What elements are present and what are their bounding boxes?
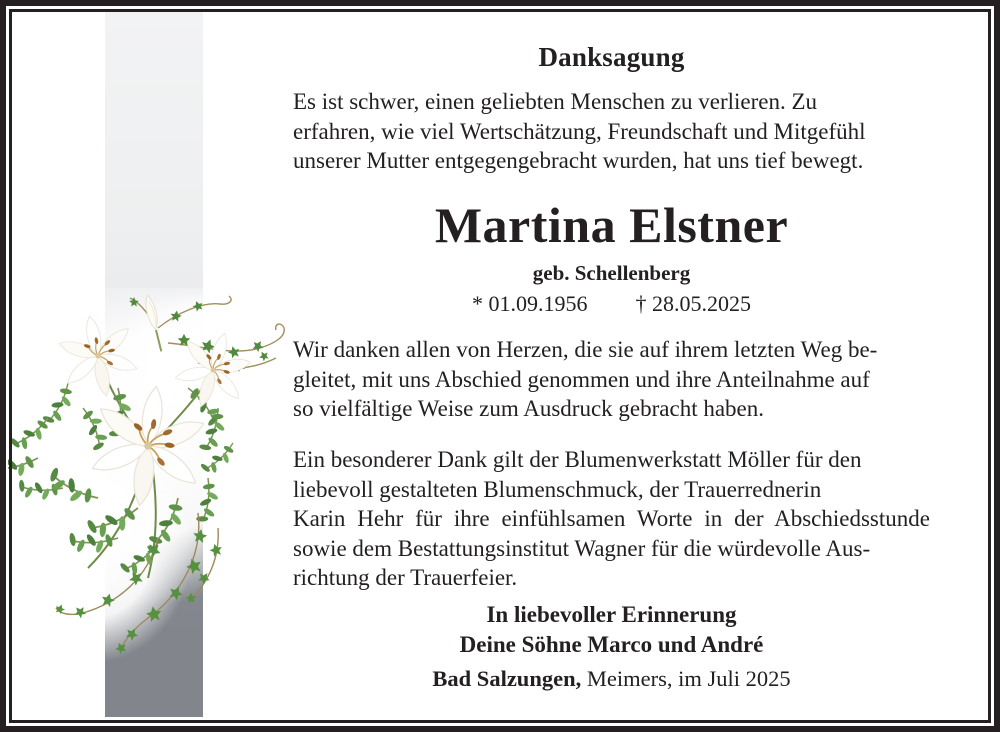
- special-thanks-line: Ein besonderer Dank gilt der Blumenwerkstatt Möller für den: [293, 447, 862, 472]
- special-thanks-paragraph: [293, 445, 930, 593]
- thanks-line: gleitet, mit uns Abschied genommen und ihre Anteilnahme auf: [293, 366, 870, 392]
- maiden-name: geb. Schellenberg: [532, 261, 691, 285]
- place-date-line: [293, 666, 930, 692]
- special-thanks-line: sowie dem Bestattungsinstitut Wagner für die würdevolle Aus-: [293, 535, 871, 561]
- birth-date: * 01.09.1956: [472, 291, 588, 316]
- intro-line: Es ist schwer, einen geliebten Menschen zu verlieren. Zu: [293, 89, 818, 114]
- thanks-line: Wir danken allen von Herzen, die sie auf ihrem letzten Weg be-: [293, 337, 878, 362]
- place-name: Bad Salzungen,: [432, 666, 582, 691]
- special-thanks-line: Karin Hehr für ihre einfühlsamen Worte in der Abschiedsstunde: [293, 506, 930, 531]
- life-dates: [293, 291, 930, 317]
- closing-remembrance: In liebevoller Erinnerung: [486, 602, 737, 627]
- special-thanks-line: liebevoll gestalteten Blumenschmuck, der Trauerrednerin: [293, 476, 822, 502]
- death-date: † 28.05.2025: [635, 291, 751, 316]
- thanks-line: so vielfältige Weise zum Ausdruck gebracht haben.: [293, 396, 764, 421]
- notice-title: Danksagung: [538, 42, 685, 72]
- deceased-name: Martina Elstner: [434, 197, 789, 253]
- intro-line: unserer Mutter entgegengebracht wurden, hat uns tief bewegt.: [293, 148, 864, 173]
- place-date-rest: Meimers, im Juli 2025: [581, 666, 791, 691]
- lily-bouquet-icon: [8, 288, 300, 716]
- intro-line: erfahren, wie viel Wertschätzung, Freundschaft und Mitgefühl: [293, 118, 866, 144]
- closing-family: Deine Söhne Marco und André: [459, 632, 764, 657]
- special-thanks-line: richtung der Trauerfeier.: [293, 565, 518, 590]
- intro-paragraph: [293, 87, 930, 176]
- thanks-paragraph: [293, 335, 930, 424]
